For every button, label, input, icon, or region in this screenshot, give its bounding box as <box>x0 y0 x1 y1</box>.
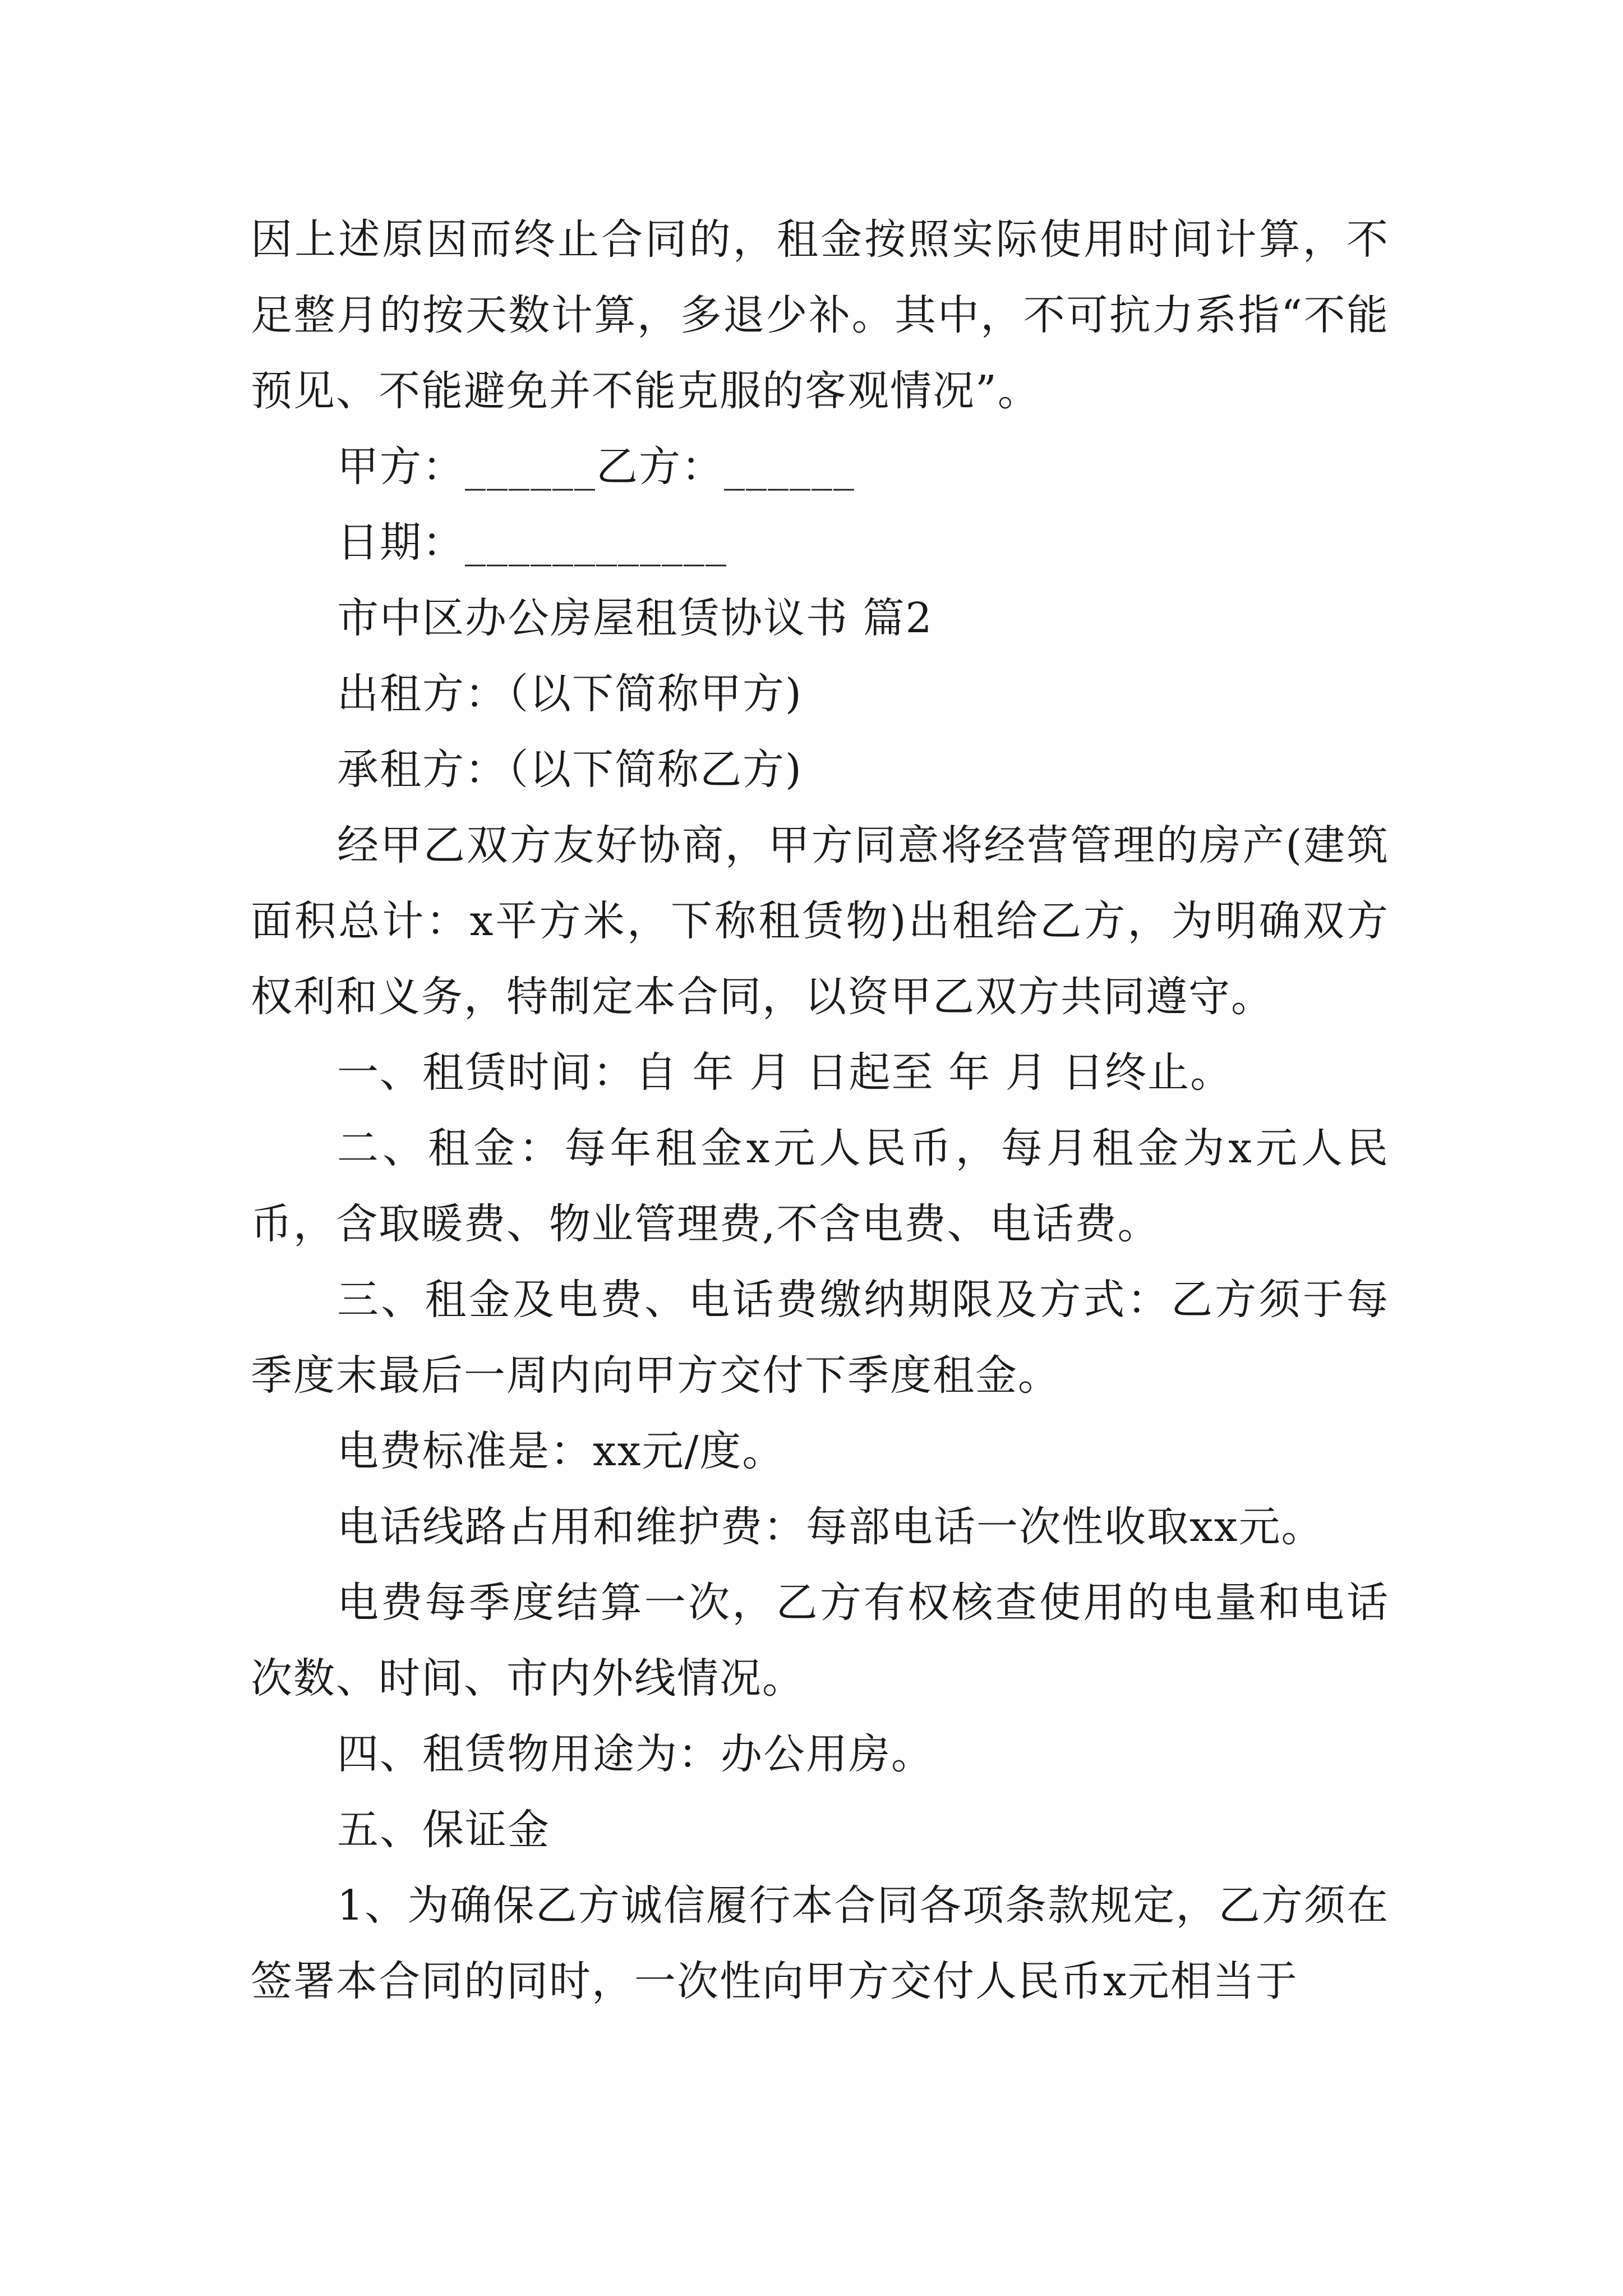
document-page <box>251 202 1389 2019</box>
clause-1: 一、租赁时间：自 年 月 日起至 年 月 日终止。 <box>337 1048 1233 1097</box>
signature-line-parties: 甲方：______乙方：______ <box>337 443 855 491</box>
paragraph-1: 因上述原因而终止合同的，租金按照实际使用时间计算，不足整月的按天数计算，多退少补。其中，不可抗力系指“不能预见、不能避免并不能克服的客观情况”。 <box>251 215 1389 415</box>
clause-4: 四、租赁物用途为：办公用房。 <box>337 1730 934 1778</box>
phone-fee: 电话线路占用和维护费：每部电话一次性收取xx元。 <box>337 1503 1324 1551</box>
settlement-note: 电费每季度结算一次，乙方有权核查使用的电量和电话次数、时间、市内外线情况。 <box>251 1579 1389 1703</box>
lessor-line: 出租方：（以下简称甲方) <box>337 670 803 718</box>
clause-5-title: 五、保证金 <box>337 1806 550 1854</box>
paragraph-intro: 经甲乙双方友好协商，甲方同意将经营管理的房产(建筑面积总计：x平方米，下称租赁物)出租给乙方，为明确双方权利和义务，特制定本合同，以资甲乙双方共同遵守。 <box>251 821 1389 1021</box>
lessee-line: 承租方：（以下简称乙方) <box>337 746 803 794</box>
electricity-rate: 电费标准是：xx元/度。 <box>337 1427 785 1475</box>
section-title: 市中区办公房屋租赁协议书 篇2 <box>337 594 933 642</box>
clause-3: 三、租金及电费、电话费缴纳期限及方式：乙方须于每季度末最后一周内向甲方交付下季度租金。 <box>251 1276 1389 1400</box>
clause-2: 二、租金：每年租金x元人民币，每月租金为x元人民币，含取暖费、物业管理费,不含电费、电话费。 <box>251 1124 1389 1248</box>
clause-5-1: 1、为确保乙方诚信履行本合同各项条款规定，乙方须在签署本合同的同时，一次性向甲方交付人民币x元相当于 <box>251 1881 1389 2005</box>
signature-line-date: 日期：____________ <box>337 518 727 567</box>
